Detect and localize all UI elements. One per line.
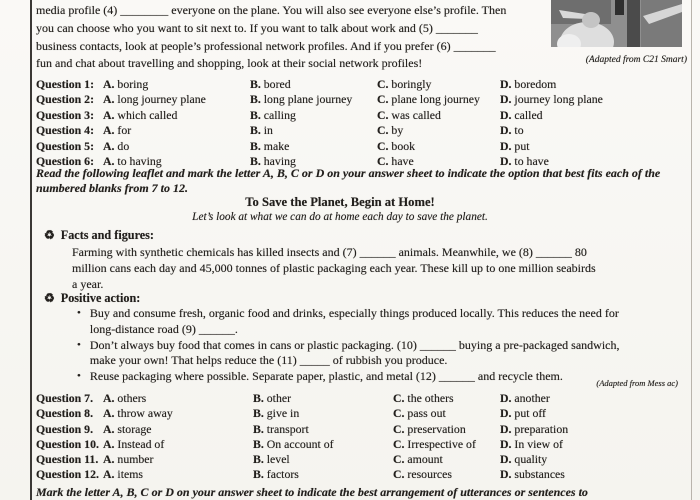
option-letter: C. [377,77,392,91]
bullet-text [90,306,619,338]
question-label: Question 10. [36,436,99,451]
option-c [393,452,500,467]
question-label: Question 1: [36,77,95,91]
photo-illustration [551,0,682,47]
option-b [250,139,377,154]
option-a [36,422,253,437]
option-text: was called [391,107,441,122]
option-letter: A. [103,452,118,467]
airplane-passengers-photo [551,0,682,47]
option-a [36,391,253,406]
option-b [253,467,393,482]
facts-paragraph [72,244,672,292]
option-c [377,77,500,92]
option-letter: C. [393,467,408,482]
question-row [36,452,690,467]
option-a [36,139,250,154]
option-b [253,452,393,467]
option-a [36,406,253,421]
option-d [500,108,690,123]
page-right-border [691,0,692,500]
option-text: bored [263,77,291,91]
positive-action-heading-label: Positive action: [60,291,141,305]
option-text: in [263,123,273,138]
option-letter: C. [393,436,408,451]
question-label: Question 12. [36,467,99,482]
text-line: million cans each day and 45,000 tonnes of plastic packaging each year. These kill up to one million seabirds [72,261,596,275]
option-letter: A. [103,123,118,138]
option-letter: A. [103,138,118,153]
option-text: substances [514,467,565,482]
option-text: preparation [514,421,569,436]
option-letter: A. [103,92,118,107]
option-a [36,77,250,92]
option-d [500,391,690,406]
leaflet-credit: (Adapted from Mess ac) [596,378,678,388]
text-line: Farming with synthetic chemicals has killed insects and (7) ______ animals. Meanwhile, we (8) ______ 80 [72,245,587,259]
text-line: business contacts, look at people’s professional network profiles. And if you prefer (6) _______ [36,38,496,53]
option-letter: B. [253,406,267,421]
option-letter: D. [500,154,515,169]
option-text: boredom [514,77,557,91]
option-text: to having [117,154,162,169]
recycle-icon: ♻ [44,228,55,242]
option-letter: A. [103,391,118,405]
option-letter: D. [500,138,515,153]
text-line: fun and chat about travelling and shopping, look at their social network profiles! [36,56,423,71]
option-text: by [391,123,404,138]
option-letter: B. [253,421,267,436]
option-c [393,437,500,452]
option-text: In view of [514,436,563,451]
option-c [377,92,500,107]
option-text: the others [407,391,454,405]
option-text: book [391,138,416,153]
option-letter: C. [377,123,392,138]
option-b [250,92,377,107]
action-bullet-list [77,306,683,385]
question-row [36,123,690,138]
option-letter: B. [250,107,264,122]
option-text: plane long journey [391,92,480,107]
option-letter: A. [103,421,118,436]
page-left-border [30,0,32,500]
intro-paragraph [36,2,554,73]
option-text: which called [117,107,178,122]
option-d [500,452,690,467]
facts-heading [44,228,154,243]
option-b [250,77,377,92]
option-text: another [514,391,550,405]
questions-7-12-block [36,391,690,483]
option-text: throw away [117,406,173,421]
option-d [500,422,690,437]
bullet-item [77,306,683,338]
text-line: a year. [72,277,104,291]
option-text: On account of [266,436,334,451]
option-letter: D. [500,92,515,107]
option-d [500,77,690,92]
option-a [36,467,253,482]
option-text: to [514,123,524,138]
option-text: number [117,452,154,467]
footer-instruction: Mark the letter A, B, C or D on your answer sheet to indicate the best arrangement of utterances or sentences to [36,485,588,499]
option-d [500,437,690,452]
option-text: storage [117,421,152,436]
option-text: Instead of [117,436,165,451]
recycle-icon: ♻ [44,291,55,305]
question-row [36,422,690,437]
option-text: long plane journey [263,92,353,107]
option-text: Irrespective of [407,436,476,451]
option-text: quality [514,452,548,467]
positive-action-heading [44,291,140,306]
question-row [36,108,690,123]
option-letter: C. [377,154,392,169]
option-letter: B. [253,467,267,482]
option-letter: D. [500,436,515,451]
option-d [500,123,690,138]
question-row [36,391,690,406]
question-label: Question 5: [36,138,95,153]
question-label: Question 3: [36,107,95,122]
option-d [500,467,690,482]
option-text: have [391,154,414,169]
option-text: level [266,452,290,467]
option-letter: B. [253,452,267,467]
text-line: long-distance road (9) ______. [89,321,238,336]
option-letter: D. [500,421,515,436]
option-letter: D. [500,391,515,405]
option-text: do [117,138,130,153]
option-text: others [117,391,147,405]
option-text: amount [407,452,443,467]
option-text: boring [117,77,149,91]
option-b [250,123,377,138]
option-letter: B. [250,77,264,91]
option-b [250,108,377,123]
option-d [500,92,690,107]
option-c [393,467,500,482]
option-text: long journey plane [117,92,206,107]
option-text: make [263,138,290,153]
question-row [36,467,690,482]
option-text: preservation [407,421,466,436]
text-line: make your own! That helps reduce the (11) _____ of rubbish you produce. [89,353,448,368]
question-row [36,139,690,154]
option-text: called [514,107,543,122]
option-letter: C. [377,107,392,122]
question-label: Question 6: [36,154,95,169]
option-letter: A. [103,154,118,169]
option-letter: C. [393,391,408,405]
leaflet-subtitle: Let’s look at what we can do at home each day to save the planet. [192,211,488,223]
option-text: calling [263,107,296,122]
option-b [253,437,393,452]
option-text: to have [514,154,549,169]
question-label: Question 2: [36,92,95,107]
option-letter: B. [250,92,264,107]
question-label: Question 4: [36,123,95,138]
text-line: Don’t always buy food that comes in cans or plastic packaging. (10) ______ buying a pre-packaged sandwich, [89,337,620,352]
option-letter: C. [377,138,392,153]
option-a [36,92,250,107]
option-b [253,391,393,406]
bullet-item [77,338,683,370]
option-letter: C. [393,406,408,421]
option-text: other [266,391,292,405]
leaflet-instruction: Read the following leaflet and mark the letter A, B, C or D on your answer sheet to indicate the option that best fits each of the numbered blanks from 7 to 12. [36,166,661,196]
option-text: items [117,467,143,482]
option-d [500,139,690,154]
option-letter: D. [500,406,515,421]
option-text: for [117,123,132,138]
option-letter: D. [500,452,515,467]
option-letter: A. [103,467,118,482]
option-c [377,108,500,123]
option-text: boringly [391,77,432,91]
option-a [36,437,253,452]
leaflet-title: To Save the Planet, Begin at Home! [245,195,435,209]
question-label: Question 9. [36,421,94,436]
option-d [500,406,690,421]
option-letter: B. [250,154,264,169]
option-text: resources [407,467,452,482]
photo-credit: (Adapted from C21 Smart) [585,55,687,65]
option-letter: C. [377,92,392,107]
bullet-dot-icon: • [77,307,81,319]
text-line: Reuse packaging where possible. Separate paper, plastic, and metal (12) ______ and recycle them. [89,369,563,384]
option-letter: D. [500,77,515,91]
bullet-text [90,369,563,385]
option-letter: B. [250,138,264,153]
option-letter: C. [393,421,408,436]
option-b [253,406,393,421]
question-row [36,406,690,421]
text-line: you can choose who you want to sit next to. If you want to talk about work and (5) _______ [36,20,478,35]
text-line: media profile (4) ________ everyone on the plane. You will also see everyone else’s profile. Then [36,3,507,17]
option-letter: C. [393,452,408,467]
bullet-item [77,369,683,385]
option-letter: B. [250,123,264,138]
option-text: journey long plane [514,92,603,107]
bullet-dot-icon: • [77,370,81,383]
question-row [36,92,690,107]
option-letter: A. [103,406,118,421]
option-text: give in [266,406,300,421]
option-a [36,123,250,138]
option-text: transport [266,421,309,436]
option-b [253,422,393,437]
option-letter: D. [500,467,515,482]
option-text: put [514,138,530,153]
option-letter: B. [253,391,267,405]
option-a [36,108,250,123]
question-row [36,77,690,92]
option-letter: B. [253,436,267,451]
questions-1-6-block [36,77,690,170]
option-a [36,452,253,467]
option-text: factors [266,467,299,482]
option-letter: D. [500,107,515,122]
text-line: Buy and consume fresh, organic food and drinks, especially things produced locally. This reduces the need for [89,306,619,320]
option-text: pass out [407,406,446,421]
option-c [393,422,500,437]
bullet-text [90,338,620,370]
option-c [377,139,500,154]
question-label: Question 7. [36,391,94,405]
option-c [377,123,500,138]
option-letter: A. [103,107,118,122]
question-label: Question 11. [36,452,99,467]
option-letter: A. [103,436,118,451]
bullet-dot-icon: • [77,338,81,351]
option-letter: A. [103,77,118,91]
question-row [36,437,690,452]
option-letter: D. [500,123,515,138]
option-c [393,391,500,406]
facts-heading-label: Facts and figures: [60,228,154,242]
option-c [393,406,500,421]
option-text: put off [514,406,546,421]
option-text: having [263,154,296,169]
question-label: Question 8. [36,406,94,421]
